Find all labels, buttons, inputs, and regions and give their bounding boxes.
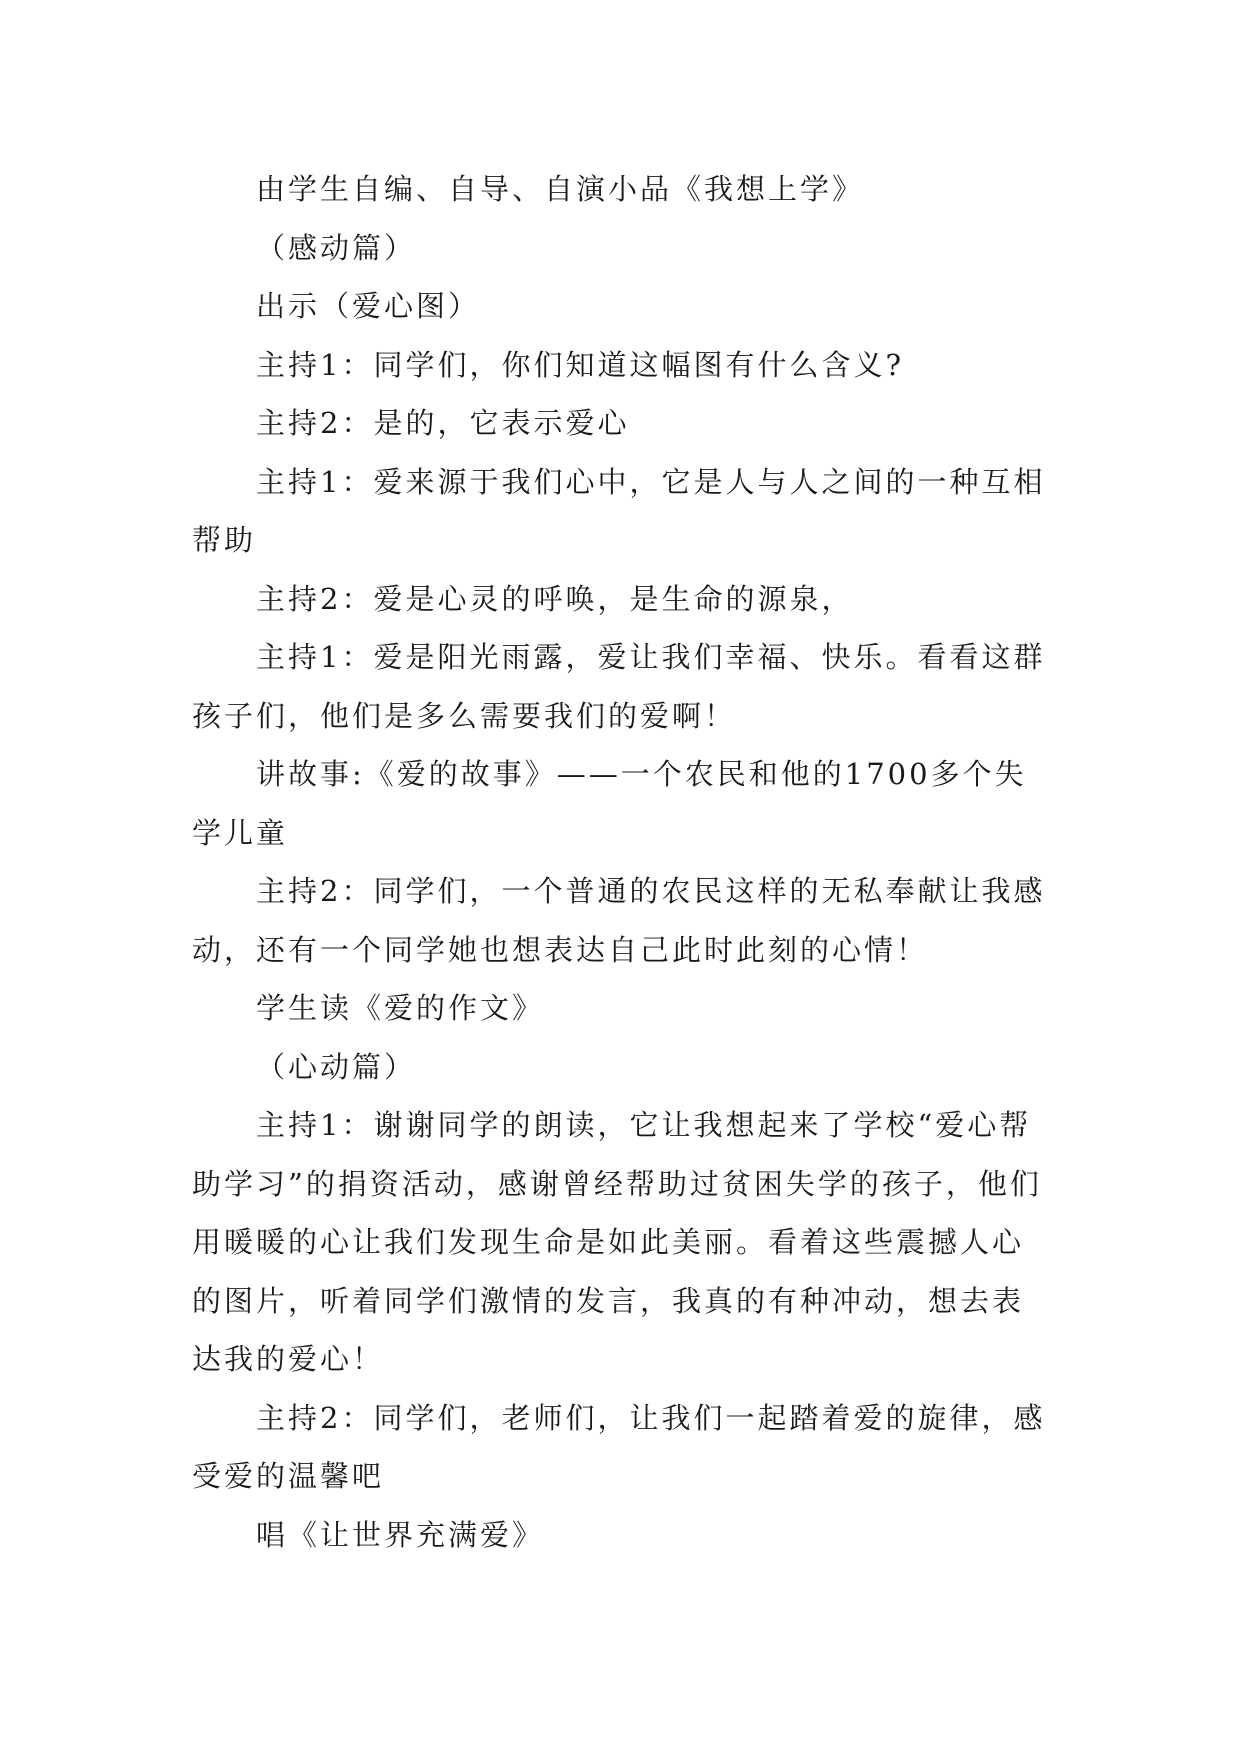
- paragraph-story: 讲故事:《爱的故事》——一个农民和他的1700多个失学儿童: [192, 757, 1027, 850]
- paragraph-host1-question: 主持1：同学们，你们知道这幅图有什么含义?: [256, 347, 904, 382]
- paragraph-student-reads: 学生读《爱的作文》: [256, 991, 545, 1025]
- paragraph-show-picture: 出示（爱心图）: [256, 289, 481, 323]
- paragraph-host1-thanks: 主持1：谢谢同学的朗读，它让我想起来了学校“爱心帮助学习”的捐资活动，感谢曾经帮助过贫困失学的孩子，他们用暖暖的心让我们发现生命是如此美丽。看着这些震撼人心的图片，听着同学们激情的发言，我真的有种冲动，想去表达我的爱心！: [192, 1108, 1042, 1376]
- paragraph-host1-sunshine: 主持1：爱是阳光雨露，爱让我们幸福、快乐。看看这群孩子们，他们是多么需要我们的爱啊！: [192, 640, 1046, 733]
- paragraph-host1-love-origin: 主持1：爱来源于我们心中，它是人与人之间的一种互相帮助: [192, 464, 1046, 557]
- paragraph-host2-love-call: 主持2：爱是心灵的呼唤，是生命的源泉，: [256, 581, 854, 616]
- document-body: [192, 160, 1054, 1564]
- paragraph-section-heart: （心动篇）: [256, 1049, 417, 1084]
- paragraph-section-touching: （感动篇）: [256, 230, 417, 265]
- paragraph-host2-melody: 主持2：同学们，老师们，让我们一起踏着爱的旋律，感受爱的温馨吧: [192, 1400, 1046, 1493]
- paragraph-song: 唱《让世界充满爱》: [256, 1517, 545, 1552]
- paragraph-host2-answer: 主持2：是的，它表示爱心: [256, 406, 630, 440]
- paragraph-host2-farmer: 主持2：同学们，一个普通的农民这样的无私奉献让我感动，还有一个同学她也想表达自己此时此刻的心情！: [192, 874, 1046, 967]
- paragraph-skit-intro: 由学生自编、自导、自演小品《我想上学》: [256, 172, 865, 206]
